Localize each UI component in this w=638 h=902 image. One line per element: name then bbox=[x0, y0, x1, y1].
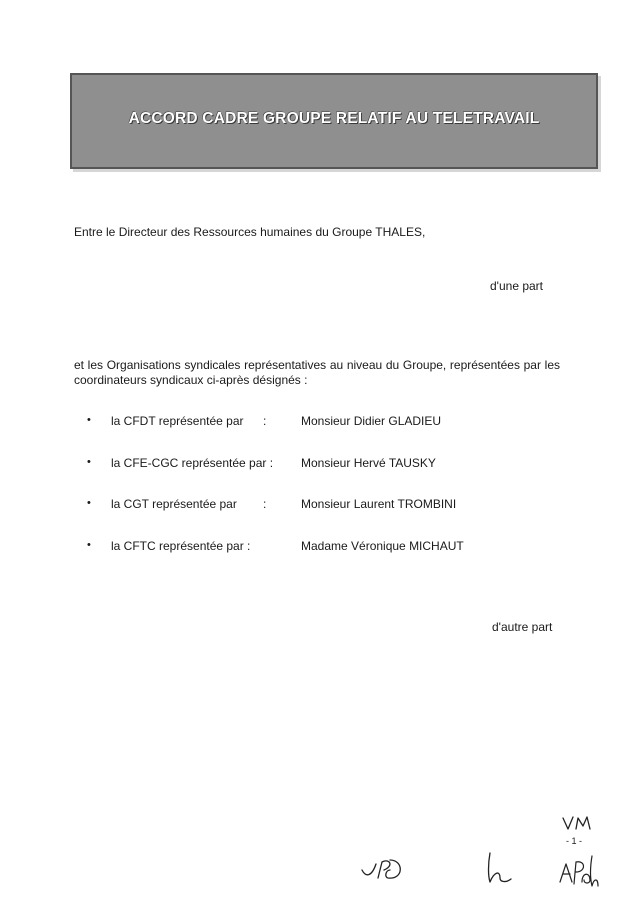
separator: : bbox=[263, 497, 267, 511]
representative-name: Madame Véronique MICHAUT bbox=[301, 539, 464, 553]
representative-name: Monsieur Hervé TAUSKY bbox=[301, 456, 436, 470]
organisation-label: la CFE-CGC représentée par : bbox=[111, 456, 274, 470]
title-banner bbox=[70, 73, 598, 169]
representative-name: Monsieur Didier GLADIEU bbox=[301, 414, 442, 428]
initials-jpd bbox=[360, 852, 410, 886]
page-number: - 1 - bbox=[566, 836, 583, 846]
separator: : bbox=[263, 414, 267, 428]
initials-apdh bbox=[556, 852, 602, 892]
unions-paragraph: et les Organisations syndicales représentatives au niveau du Groupe, représentées par les coordinateurs syndicaux ci-après désignés : bbox=[74, 358, 560, 387]
organisation-label: la CGT représentée par bbox=[111, 497, 237, 511]
first-party-label: d'une part bbox=[490, 279, 543, 293]
bullet-icon: • bbox=[87, 456, 91, 468]
document-title: ACCORD CADRE GROUPE RELATIF AU TELETRAVAIL bbox=[128, 110, 540, 127]
bullet-icon: • bbox=[87, 414, 91, 426]
organisation-label: la CFTC représentée par : bbox=[111, 539, 251, 553]
bullet-icon: • bbox=[87, 539, 91, 551]
initials-vm bbox=[560, 812, 596, 834]
bullet-icon: • bbox=[87, 497, 91, 509]
second-party-label: d'autre part bbox=[492, 620, 553, 634]
representative-name: Monsieur Laurent TROMBINI bbox=[301, 497, 457, 511]
initials-h bbox=[484, 850, 514, 886]
intro-line: Entre le Directeur des Ressources humaines du Groupe THALES, bbox=[74, 225, 426, 239]
organisation-label: la CFDT représentée par bbox=[111, 414, 244, 428]
